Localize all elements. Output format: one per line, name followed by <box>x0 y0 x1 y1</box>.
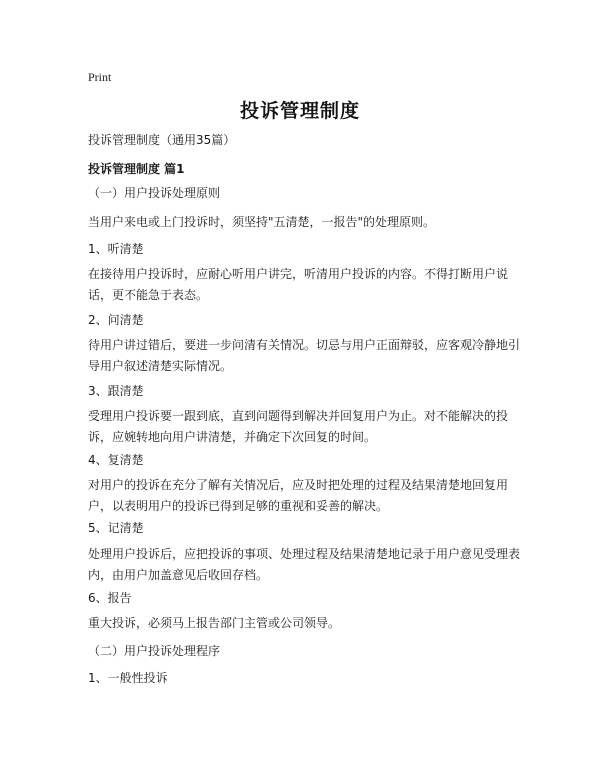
document-subtitle: 投诉管理制度（通用35篇） <box>88 133 236 147</box>
paragraph: 处理用户投诉后，应把投诉的事项、处理过程及结果清楚地记录于用户意见受理表内，由用户加盖意见后收回存档。 <box>88 547 521 582</box>
item-heading: 4、复清楚 <box>88 453 144 467</box>
item-heading: 2、问清楚 <box>88 313 144 327</box>
section-heading: 投诉管理制度 篇1 <box>88 162 185 176</box>
section-heading-procedures: （二）用户投诉处理程序 <box>88 644 221 658</box>
section-heading-principles: （一）用户投诉处理原则 <box>88 186 221 200</box>
item-heading: 6、报告 <box>88 591 132 605</box>
item-heading: 3、跟清楚 <box>88 384 144 398</box>
paragraph: 受理用户投诉要一跟到底，直到问题得到解决并回复用户为止。对不能解决的投诉，应婉转地向用户讲清楚，并确定下次回复的时间。 <box>88 409 509 444</box>
paragraph: 在接待用户投诉时，应耐心听用户讲完，听清用户投诉的内容。不得打断用户说话，更不能急于表态。 <box>88 267 509 302</box>
paragraph: 待用户讲过错后，要进一步问清有关情况。切忌与用户正面辩驳，应客观冷静地引导用户叙述清楚实际情况。 <box>88 338 521 373</box>
item-heading: 1、一般性投诉 <box>88 671 168 685</box>
paragraph: 重大投诉，必须马上报告部门主管或公司领导。 <box>88 616 341 630</box>
paragraph: 对用户的投诉在充分了解有关情况后，应及时把处理的过程及结果清楚地回复用户，以表明用户的投诉已得到足够的重视和妥善的解决。 <box>88 478 509 513</box>
item-heading: 1、听清楚 <box>88 242 144 256</box>
item-heading: 5、记清楚 <box>88 521 144 535</box>
document-title: 投诉管理制度 <box>239 100 360 122</box>
print-link[interactable]: Print <box>88 70 112 84</box>
paragraph: 当用户来电或上门投诉时，须坚持"五清楚，一报告"的处理原则。 <box>88 215 436 229</box>
